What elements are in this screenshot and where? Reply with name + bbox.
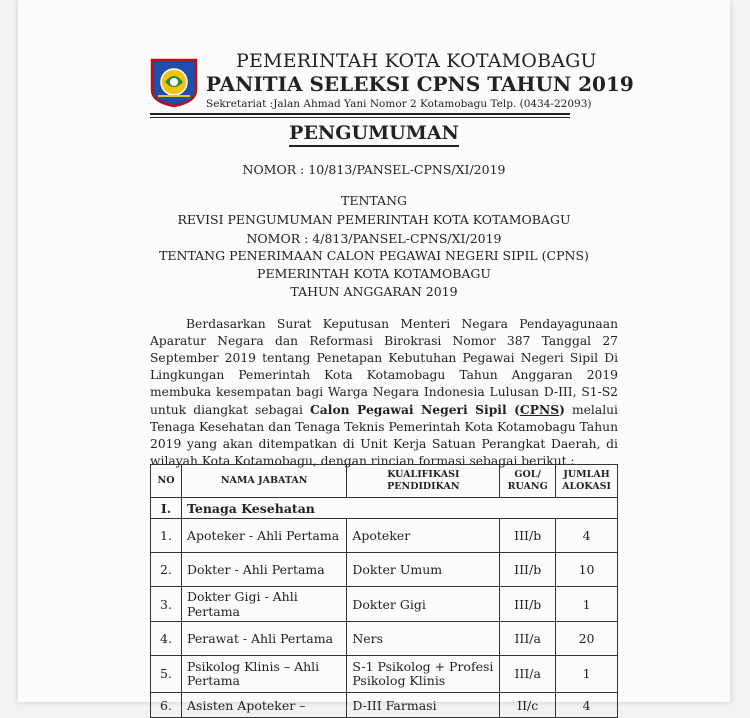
table-row bbox=[151, 519, 618, 553]
section-number: I. bbox=[151, 498, 182, 519]
committee-title: PANITIA SELEKSI CPNS TAHUN 2019 bbox=[206, 72, 634, 96]
table-header-row bbox=[151, 465, 618, 498]
table-row bbox=[151, 622, 618, 656]
cell-jumlah: 1 bbox=[556, 656, 618, 693]
cell-no: 2. bbox=[151, 553, 182, 587]
cell-kualifikasi: Ners bbox=[347, 622, 500, 656]
cell-gol: III/a bbox=[500, 656, 556, 693]
table-row bbox=[151, 553, 618, 587]
secretariat-address: Sekretariat :Jalan Ahmad Yani Nomor 2 Kotamobagu Telp. (0434-22093) bbox=[206, 98, 592, 110]
kotamobagu-seal-icon bbox=[148, 56, 200, 108]
section-label: Tenaga Kesehatan bbox=[182, 498, 618, 519]
cell-no: 6. bbox=[151, 693, 182, 718]
cell-jumlah: 4 bbox=[556, 693, 618, 718]
cell-gol: III/a bbox=[500, 622, 556, 656]
letterhead-rule-thin bbox=[150, 117, 570, 118]
subject-line: TENTANG PENERIMAAN CALON PEGAWAI NEGERI SIPIL (CPNS) bbox=[159, 248, 589, 263]
cell-no: 1. bbox=[151, 519, 182, 553]
cell-kualifikasi: D-III Farmasi bbox=[347, 693, 500, 718]
subject-line: PEMERINTAH KOTA KOTAMOBAGU bbox=[257, 266, 491, 281]
table-row bbox=[151, 587, 618, 622]
cell-jumlah: 1 bbox=[556, 587, 618, 622]
cell-jumlah: 4 bbox=[556, 519, 618, 553]
announcement-number: NOMOR : 10/813/PANSEL-CPNS/XI/2019 bbox=[242, 162, 506, 177]
cell-jumlah: 20 bbox=[556, 622, 618, 656]
cell-gol: III/b bbox=[500, 553, 556, 587]
cell-jabatan: Apoteker - Ahli Pertama bbox=[182, 519, 347, 553]
letterhead-rule bbox=[150, 113, 570, 115]
cell-kualifikasi: Dokter Umum bbox=[347, 553, 500, 587]
subject-line: NOMOR : 4/813/PANSEL-CPNS/XI/2019 bbox=[246, 231, 502, 246]
cell-gol: III/b bbox=[500, 587, 556, 622]
cell-jabatan: Dokter - Ahli Pertama bbox=[182, 553, 347, 587]
cell-jabatan: Asisten Apoteker – bbox=[182, 693, 347, 718]
cell-jabatan: Dokter Gigi - Ahli Pertama bbox=[182, 587, 347, 622]
cell-gol: III/b bbox=[500, 519, 556, 553]
cell-no: 3. bbox=[151, 587, 182, 622]
announcement-title: PENGUMUMAN bbox=[18, 122, 730, 144]
table-row bbox=[151, 656, 618, 693]
about-label: TENTANG bbox=[340, 193, 407, 208]
cell-kualifikasi: S-1 Psikolog + Profesi Psikolog Klinis bbox=[347, 656, 500, 693]
government-title: PEMERINTAH KOTA KOTAMOBAGU bbox=[236, 50, 597, 72]
header-gol: GOL/ RUANG bbox=[500, 465, 556, 498]
cell-kualifikasi: Apoteker bbox=[347, 519, 500, 553]
cell-jumlah: 10 bbox=[556, 553, 618, 587]
header-kualifikasi: KUALIFIKASI PENDIDIKAN bbox=[347, 465, 500, 498]
cell-kualifikasi: Dokter Gigi bbox=[347, 587, 500, 622]
cell-jabatan: Psikolog Klinis – Ahli Pertama bbox=[182, 656, 347, 693]
cell-no: 4. bbox=[151, 622, 182, 656]
header-jumlah: JUMLAH ALOKASI bbox=[556, 465, 618, 498]
body-paragraph: Berdasarkan Surat Keputusan Menteri Negara Pendayagunaan Aparatur Negara dan Reformasi Birokrasi Nomor 387 Tanggal 27 September 2019 tentang Penetapan Kebutuhan Pegawai Negeri Sipil Di Lingkungan Pemerintah Kota Kotamobagu Tahun Anggaran 2019 membuka kesempatan bagi Warga Negara Indonesia Lulusan D-III, S1-S2 untuk diangkat sebagai Calon Pegawai Negeri Sipil (CPNS) melalui Tenaga Kesehatan dan Tenaga Teknis Pemerintah Kota Kotamobagu Tahun 2019 yang akan ditempatkan di Unit Kerja Satuan Perangkat Daerah, di wilayah Kota Kotamobagu, dengan rincian formasi sebagai berikut : bbox=[150, 317, 618, 468]
table-section-row bbox=[151, 498, 618, 519]
cell-no: 5. bbox=[151, 656, 182, 693]
cell-jabatan: Perawat - Ahli Pertama bbox=[182, 622, 347, 656]
table-row bbox=[151, 693, 618, 718]
subject-line: REVISI PENGUMUMAN PEMERINTAH KOTA KOTAMOBAGU bbox=[177, 212, 571, 227]
document-page bbox=[18, 0, 730, 713]
header-no: NO bbox=[151, 465, 182, 498]
formation-table bbox=[150, 464, 618, 718]
subject-line: TAHUN ANGGARAN 2019 bbox=[290, 284, 458, 299]
cell-gol: II/c bbox=[500, 693, 556, 718]
header-jabatan: NAMA JABATAN bbox=[182, 465, 347, 498]
